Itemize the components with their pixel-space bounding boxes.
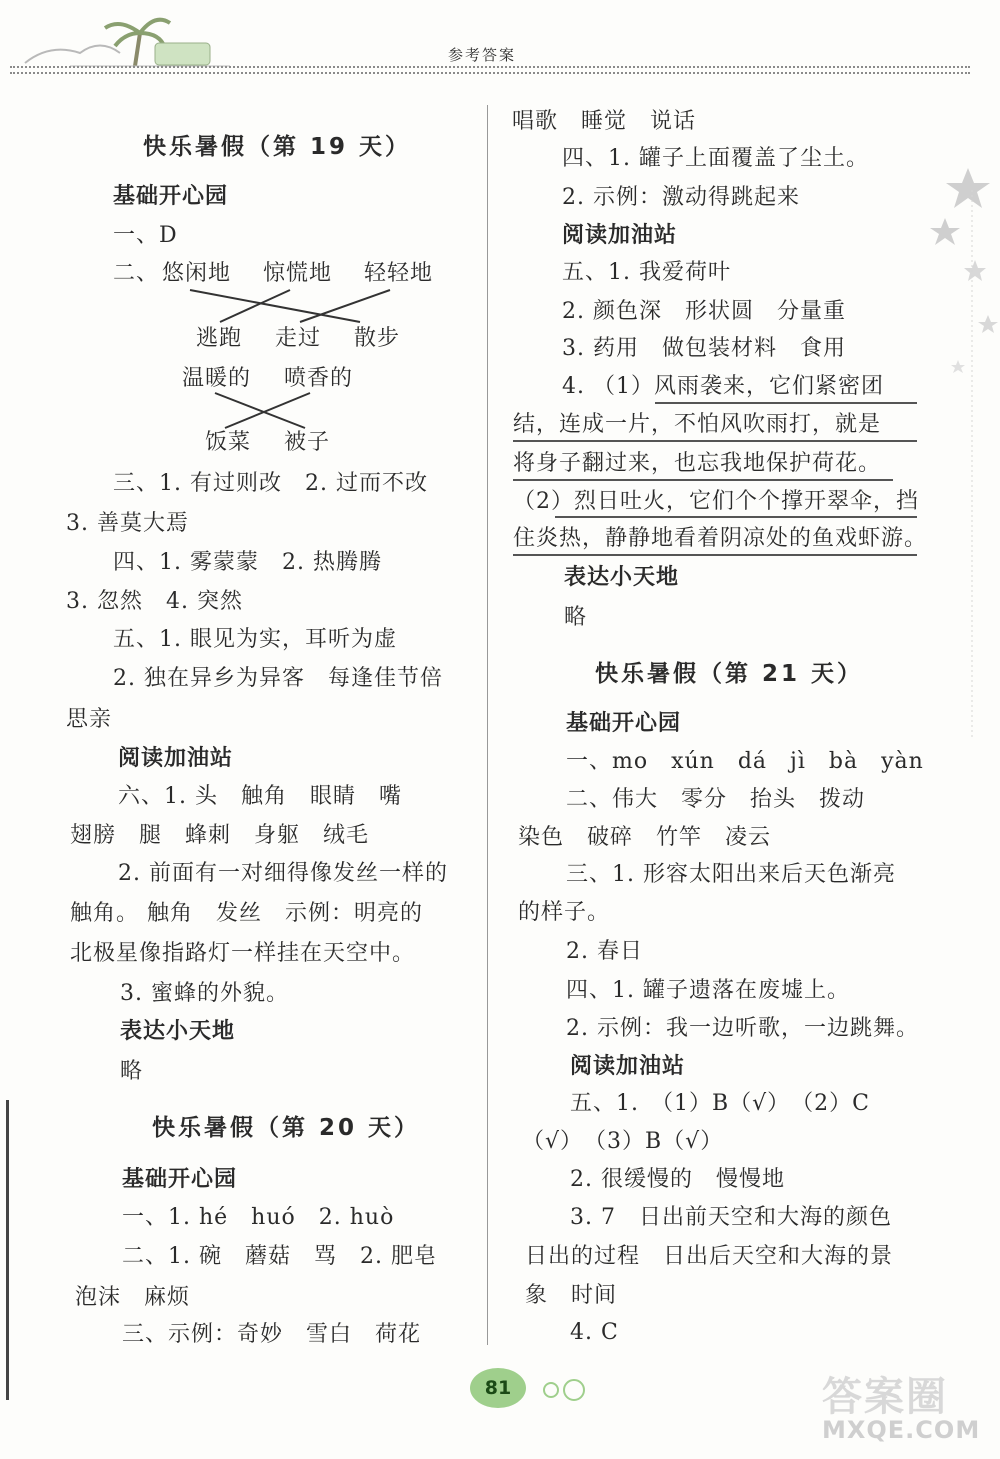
match-word: 温暖的 (182, 366, 252, 391)
answer-line: 象 时间 (525, 1283, 618, 1308)
section-basic: 基础开心园 (566, 711, 682, 736)
answer-line: 五、1. 我爱荷叶 (562, 260, 731, 285)
answer-line: 翅膀 腿 蜂刺 身躯 绒毛 (70, 823, 370, 848)
answer-line: 北极星像指路灯一样挂在天空中。 (70, 941, 416, 966)
answer-line: 二、伟大 零分 抬头 拨动 (566, 787, 866, 812)
answer-line: 3. 善莫大焉 (66, 511, 189, 536)
watermark-url: MXQE.COM (822, 1416, 981, 1444)
answer-line: 三、1. 形容太阳出来后天色渐亮 (566, 862, 896, 887)
match-word: 被子 (284, 430, 331, 455)
match-word: 轻轻地 (364, 261, 434, 286)
page-decor-circle (543, 1382, 559, 1398)
answer-line: 3. 7 日出前天空和大海的颜色 (570, 1205, 892, 1230)
day19-title: 快乐暑假（第 19 天） (143, 134, 412, 160)
page-number: 81 (470, 1368, 526, 1408)
answer-line: 2. 独在异乡为异客 每逢佳节倍 (113, 666, 443, 691)
answer-line: 3. 忽然 4. 突然 (66, 589, 243, 614)
section-read: 阅读加油站 (570, 1054, 686, 1079)
underline (513, 554, 917, 556)
star-decoration-icon (920, 150, 1000, 750)
match-word: 走过 (275, 326, 322, 351)
section-read: 阅读加油站 (118, 746, 234, 771)
answer-line: （2）烈日吐火，它们个个撑开翠伞，挡 (513, 489, 919, 514)
answer-line: 将身子翻过来，也忘我地保护荷花。 (513, 451, 882, 476)
answer-line: 染色 破碎 竹竿 凌云 (518, 825, 772, 850)
header-title: 参考答案 (448, 46, 517, 64)
section-express: 表达小天地 (120, 1019, 236, 1044)
answer-line: 触角。 触角 发丝 示例：明亮的 (70, 901, 423, 926)
match-word: 悠闲地 (162, 261, 232, 286)
underline (555, 516, 917, 518)
answer-line: 五、1. （1）B（√） （2）C (570, 1091, 871, 1116)
answer-line: 六、1. 头 触角 眼睛 嘴 (118, 784, 402, 809)
answer-line: 2. 春日 (566, 939, 643, 964)
answer-line: 唱歌 睡觉 说话 (512, 109, 697, 134)
section-basic: 基础开心园 (113, 184, 229, 209)
answer-line: 住炎热，静静地看着阴凉处的鱼戏虾游。 (513, 526, 928, 551)
underline (655, 402, 917, 404)
answer-line: 二、 (113, 261, 160, 286)
answer-line: 4. （1）风雨袭来，它们紧密团 (562, 374, 884, 399)
answer-line: 三、1. 有过则改 2. 过而不改 (113, 471, 428, 496)
answer-line: 略 (120, 1059, 144, 1084)
underline (513, 479, 893, 481)
match-word: 饭菜 (205, 430, 252, 455)
answer-line: 四、1. 雾蒙蒙 2. 热腾腾 (113, 550, 382, 575)
underline (513, 440, 917, 442)
match-word: 逃跑 (196, 326, 243, 351)
answer-line: 2. 颜色深 形状圆 分量重 (562, 299, 846, 324)
answer-line: 二、1. 碗 蘑菇 骂 2. 肥皂 (122, 1244, 437, 1269)
section-basic: 基础开心园 (122, 1167, 238, 1192)
answer-line: 四、1. 罐子上面覆盖了尘土。 (562, 146, 869, 171)
answer-line: 一、1. hé huó 2. huò (122, 1205, 395, 1230)
answer-line: 4. C (570, 1320, 619, 1345)
match-lines (0, 0, 490, 470)
match-word: 喷香的 (284, 366, 354, 391)
answer-line: 一、D (113, 223, 178, 248)
answer-line: 一、mo xún dá jì bà yàn (566, 749, 924, 774)
margin-mark (6, 1100, 9, 1400)
page-decor-circle (563, 1379, 585, 1401)
watermark-logo: 答案圈 (822, 1374, 948, 1420)
answer-line: 四、1. 罐子遗落在废墟上。 (566, 978, 850, 1003)
answer-line: 三、示例：奇妙 雪白 荷花 (122, 1322, 422, 1347)
answer-line: 2. 很缓慢的 慢慢地 (570, 1167, 785, 1192)
answer-line: 的样子。 (518, 900, 611, 925)
answer-line: 思亲 (66, 707, 113, 732)
answer-line: 五、1. 眼见为实，耳听为虚 (113, 627, 397, 652)
answer-line: 日出的过程 日出后天空和大海的景 (525, 1244, 894, 1269)
answer-line: 泡沫 麻烦 (75, 1285, 191, 1310)
answer-line: 3. 蜜蜂的外貌。 (120, 981, 289, 1006)
day20-title: 快乐暑假（第 20 天） (152, 1115, 421, 1141)
match-word: 散步 (354, 326, 401, 351)
match-word: 惊慌地 (263, 261, 333, 286)
answer-line: 结，连成一片，不怕风吹雨打，就是 (513, 412, 882, 437)
answer-line: 2. 前面有一对细得像发丝一样的 (118, 861, 448, 886)
answer-line: 3. 药用 做包装材料 食用 (562, 336, 846, 361)
day21-title: 快乐暑假（第 21 天） (595, 661, 864, 687)
section-express: 表达小天地 (564, 565, 680, 590)
section-read: 阅读加油站 (562, 223, 678, 248)
answer-line: 略 (564, 605, 588, 630)
answer-line: （√） （3）B（√） (522, 1129, 724, 1154)
answer-line: 2. 示例：我一边听歌，一边跳舞。 (566, 1016, 919, 1041)
answer-line: 2. 示例：激动得跳起来 (562, 185, 800, 210)
